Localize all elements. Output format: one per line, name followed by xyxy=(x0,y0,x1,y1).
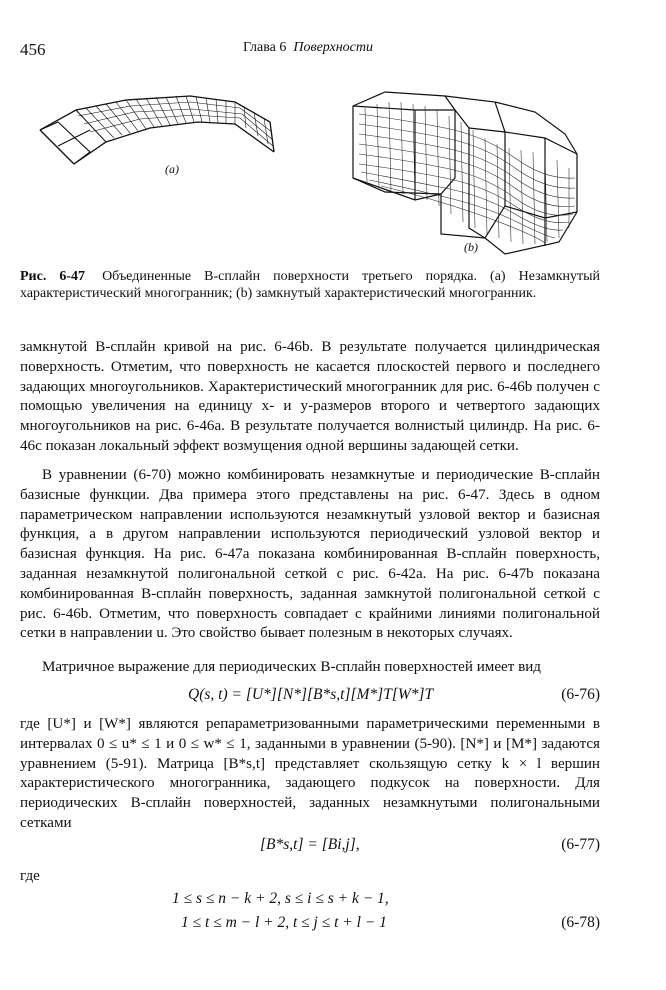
paragraph-1: замкнутой B-сплайн кривой на рис. 6-46b. В результате получается цилиндрическая поверхность. Отметим, что поверхность не касается плоскостей первого и последнего задающих многоугольников. Характеристический многогранник для рис. 6-46b получен с помощью увеличения на единицу x- и y-размеров второго и четвертого задающих многоугольников на рис. 6-46a. В результате получается волнистый цилиндр. На рис. 6-46c показан локальный эффект возмущения одной вершины задающей сетки. xyxy=(20,339,600,454)
paragraph-4: где [U*] и [W*] являются репараметризованными параметрическими переменными в интервалах 0 ≤ u* ≤ 1 и 0 ≤ w* ≤ 1, заданными в уравнении (5-90). [N*] и [M*] задаются уравнением (5-91). Матрица [B*s,t] представляет скользящую сетку k × l вершин характеристического многогранника, задающего подкусок на поверхности. Для периодических B-сплайн поверхностей, заданных незамкнутыми полигональными сетками xyxy=(20,716,600,831)
equation-6-76-expression: Q(s, t) = [U*][N*][B*s,t][M*]T[W*]T xyxy=(188,686,434,703)
equation-6-77-expression: [B*s,t] = [Bi,j], xyxy=(260,836,360,853)
figure-caption-text: Объединенные B-сплайн поверхности третьего порядка. (a) Незамкнутый характеристический многогранник; (b) замкнутый характеристический многогранник. xyxy=(20,269,601,301)
equation-6-78-line-1: 1 ≤ s ≤ n − k + 2, s ≤ i ≤ s + k − 1, xyxy=(172,890,389,907)
equation-6-76-number: (6-76) xyxy=(561,686,600,703)
figure-caption-number: Рис. 6-47 xyxy=(20,269,86,284)
figure-a-open-surface xyxy=(30,82,290,182)
paragraph-5: где xyxy=(20,868,40,884)
figure-label-a: (a) xyxy=(165,162,179,176)
paragraph-2: В уравнении (6-70) можно комбинировать незамкнутые и периодические B-сплайн базисные функции. Два примера этого представлены на рис. 6-47. Здесь в одном параметрическом направлении используются незамкнутый узловой вектор и базисная функция, а в другом направлении используются периодический узловой вектор и базисная функция. На рис. 6-47a показана комбинированная B-сплайн поверхность, заданная незамкнутой полигональной сеткой с рис. 6-42a. На рис. 6-47b показана комбинированная B-сплайн поверхность, заданная замкнутой полигональной сеткой с рис. 6-46b. Отметим, что поверхность совпадает с крайними линиями полигональной сетки в направлении u. Это свойство бывает полезным в некоторых случаях. xyxy=(20,467,600,642)
equation-6-77 xyxy=(20,836,600,856)
running-head xyxy=(243,40,373,56)
equation-6-78 xyxy=(20,890,600,934)
figure-label-b: (b) xyxy=(464,240,478,254)
figure-caption xyxy=(20,268,600,302)
equation-6-77-number: (6-77) xyxy=(561,836,600,853)
figure-b-closed-surface xyxy=(345,88,585,260)
paragraph-3: Матричное выражение для периодических B-сплайн поверхностей имеет вид xyxy=(42,659,541,675)
chapter-title: Поверхности xyxy=(293,40,373,55)
page-header xyxy=(0,40,666,60)
equation-6-78-line-2: 1 ≤ t ≤ m − l + 2, t ≤ j ≤ t + l − 1 xyxy=(181,914,387,931)
equation-6-78-number: (6-78) xyxy=(561,914,600,931)
chapter-number: Глава 6 xyxy=(243,40,287,55)
equation-6-76 xyxy=(20,686,600,706)
page-number: 456 xyxy=(20,40,46,59)
